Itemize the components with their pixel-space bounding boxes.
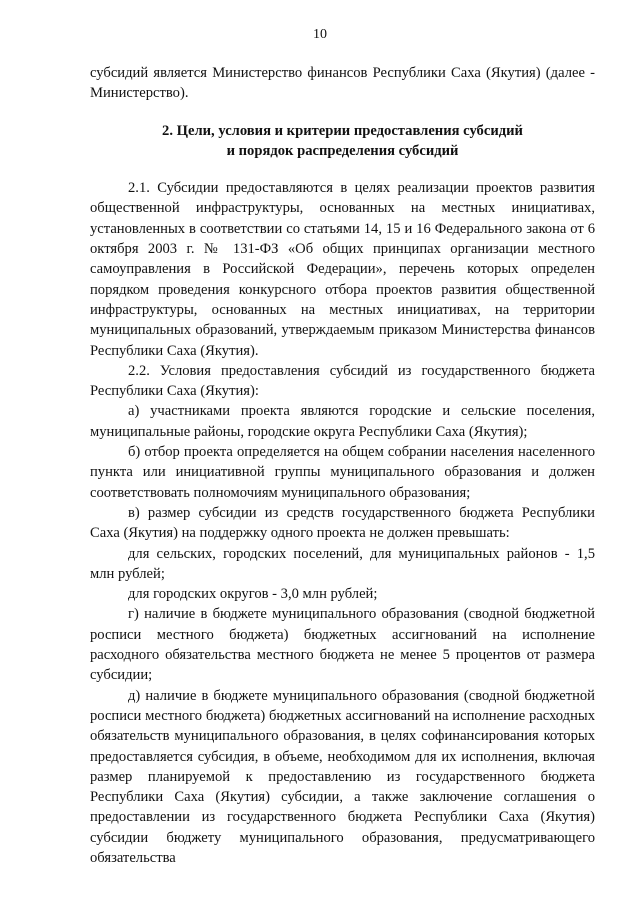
paragraph-2-2: 2.2. Условия предоставления субсидий из государственного бюджета Республики Саха (Якутия): — [90, 362, 595, 400]
paragraph-limit-settlements: для сельских, городских поселений, для муниципальных районов - 1,5 млн рублей; — [90, 545, 595, 582]
section-heading — [90, 121, 595, 162]
paragraph-item-g: г) наличие в бюджете муниципального образования (сводной бюджетной росписи местного бюджета) бюджетных ассигнований на исполнение расходного обязательства местного бюджета не менее 5 процентов от размера субсидии; — [90, 606, 595, 684]
paragraph-2-1: 2.1. Субсидии предоставляются в целях реализации проектов развития общественной инфраструктуры, основанных на местных инициативах, установленных в соответствии со статьями 14, 15 и 16 Федерального закона от 6 октября 2003 г. № 131-ФЗ «Об общих принципах организации местного самоуправления в Российской Федерации», перечень которых определен порядком проведения конкурсного отбора проектов развития общественной инфраструктуры, основанных на местных инициативах, на территории муниципальных образований, утверждаемым приказом Министерства финансов Республики Саха (Якутия). — [90, 180, 595, 359]
paragraph-item-a: а) участниками проекта являются городские и сельские поселения, муниципальные районы, городские округа Республики Саха (Якутия); — [90, 403, 595, 440]
section-heading-line-2: и порядок распределения субсидий — [226, 142, 459, 159]
page-number: 10 — [313, 27, 327, 42]
paragraph-item-b: б) отбор проекта определяется на общем собрании населения населенного пункта или инициативной группы муниципального образования и должен соответствовать полномочиям муниципального образования; — [90, 444, 595, 501]
paragraph-item-d: д) наличие в бюджете муниципального образования (сводной бюджетной росписи местного бюджета) бюджетных ассигнований на исполнение расходных обязательств муниципального образования, в целях софинансирования которых предоставляется субсидия, в объеме, необходимом для их исполнения, включая размер планируемой к предоставлению из государственного бюджета Республики Саха (Якутия) субсидии, а также заключение соглашения о предоставлении из государственного бюджета Республики Саха (Якутия) субсидии бюджету муниципального образования, предусматривающего обязательства — [90, 687, 595, 866]
intro-paragraph: субсидий является Министерство финансов Республики Саха (Якутия) (далее - Министерство). — [90, 65, 595, 102]
paragraph-limit-districts: для городских округов - 3,0 млн рублей; — [128, 586, 378, 603]
section-heading-line-1: 2. Цели, условия и критерии предоставления субсидий — [162, 122, 523, 139]
paragraph-item-v: в) размер субсидии из средств государственного бюджета Республики Саха (Якутия) на поддержку одного проекта не должен превышать: — [90, 504, 595, 542]
document-body — [90, 63, 595, 868]
